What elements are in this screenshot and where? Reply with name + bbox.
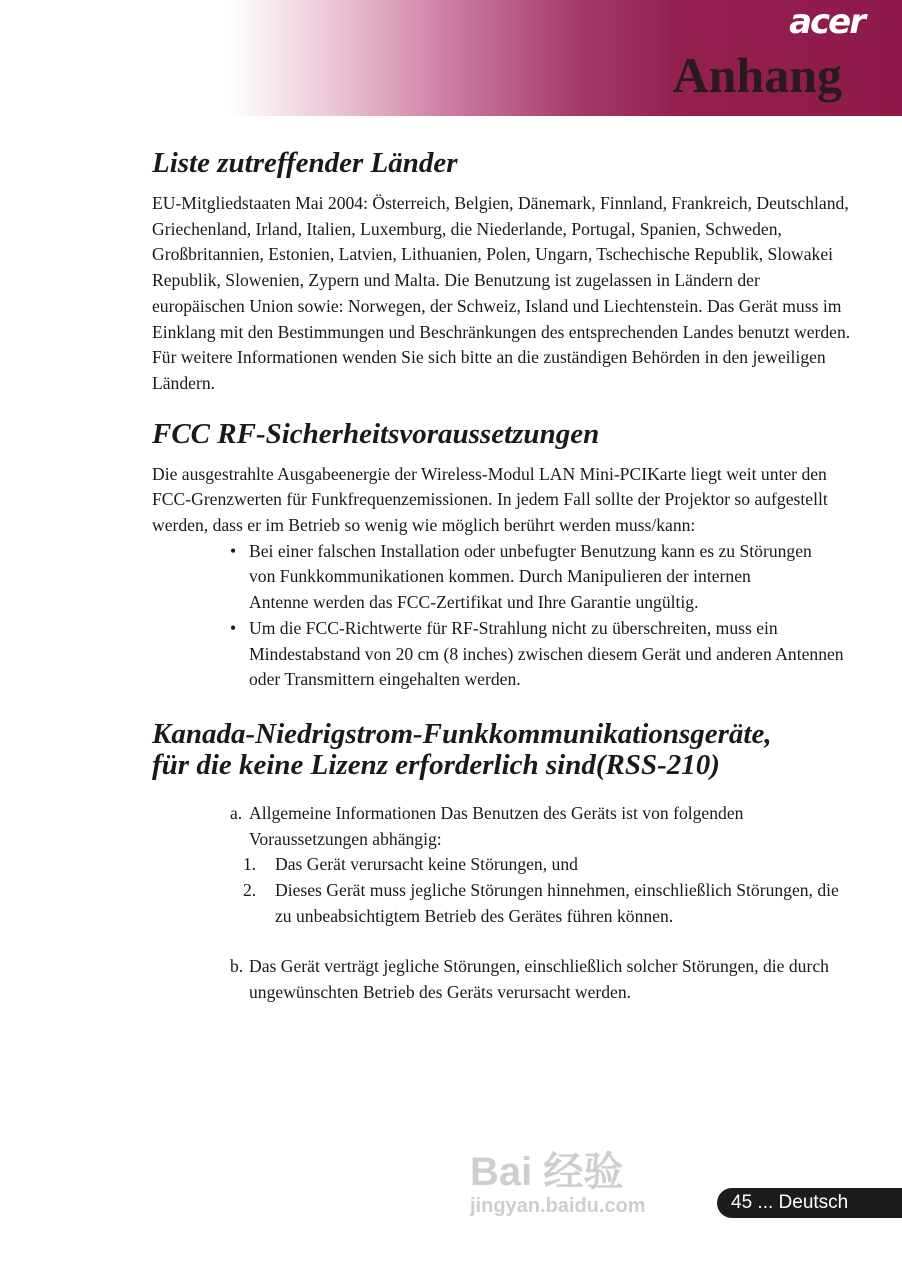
list-item-a: Allgemeine Informationen Das Benutzen des Geräts ist von folgenden Voraussetzungen abhängig:	[249, 802, 744, 849]
list-row-2	[152, 878, 842, 929]
bullet-item: Bei einer falschen Installation oder unbefugter Benutzung kann es zu Störungen von Funkkommunikationen kommen. Durch Manipulieren der internen Antenne werden das FCC-Zertifikat und Ihre Garantie ungültig.	[249, 540, 812, 613]
paragraph-countries: EU-Mitgliedstaaten Mai 2004: Österreich, Belgien, Dänemark, Finnland, Frankreich, Deutschland, Griechenland, Irland, Italien, Luxemburg, die Niederlande, Portugal, Spanien, Schweden, Großbritannien, Estonien, Latvien, Lithuanien, Polen, Ungarn, Tschechische Republik, Slowakei Republik, Slowenien, Zypern und Malta. Die Benutzung ist zugelassen in Ländern der europäischen Union sowie: Norwegen, der Schweiz, Island und Liechtenstein. Das Gerät muss im Einklang mit den Bestimmungen und Beschränkungen des entsprechenden Landes benutzt werden. Für weitere Informationen wenden Sie sich bitte an die zuständigen Behörden in den jeweiligen Ländern.	[152, 193, 851, 393]
list-row-a	[152, 801, 772, 852]
bullet-icon: •	[230, 540, 237, 561]
bullet-icon: •	[230, 617, 237, 638]
list-item-1: Das Gerät verursacht keine Störungen, und	[275, 854, 578, 875]
bullet-row	[152, 616, 852, 693]
bullet-item: Um die FCC-Richtwerte für RF-Strahlung nicht zu überschreiten, muss ein Mindestabstand von 20 cm (8 inches) zwischen diesem Gerät und anderen Antennen oder Transmittern eingehalten werden.	[249, 617, 844, 690]
heading-canada-1: Kanada-Niedrigstrom-Funkkommunikationsgeräte,	[152, 717, 772, 750]
list-row-b	[152, 954, 842, 1005]
list-item-b: Das Gerät verträgt jegliche Störungen, einschließlich solcher Störungen, die durch ungewünschten Betrieb des Geräts verursacht werden.	[249, 956, 829, 1003]
list-row-1	[152, 852, 842, 878]
list-item-2: Dieses Gerät muss jegliche Störungen hinnehmen, einschließlich Störungen, die zu unbeabsichtigtem Betrieb des Gerätes führen können.	[275, 880, 839, 926]
paragraph-fcc: Die ausgestrahlte Ausgabeenergie der Wireless-Modul LAN Mini-PCIKarte liegt weit unter den FCC-Grenzwerten für Funkfrequenzemissionen. In jedem Fall sollte der Projektor so aufgestellt werden, dass er im Betrieb so wenig wie möglich berührt werden muss/kann:	[152, 463, 828, 536]
list-marker: b.	[230, 956, 244, 977]
list-marker: a.	[230, 802, 243, 823]
watermark-logo-text: Bai 经验	[470, 1150, 624, 1194]
page-footer: 45 ... Deutsch	[717, 1188, 902, 1218]
heading-canada-2: für die keine Lizenz erforderlich sind(RSS-210)	[152, 748, 720, 781]
baidu-watermark	[470, 1150, 700, 1218]
heading-countries: Liste zutreffender Länder	[152, 147, 458, 179]
heading-fcc: FCC RF-Sicherheitsvoraussetzungen	[152, 417, 600, 450]
list-marker: 1.	[243, 854, 257, 875]
page-title: Anhang	[672, 47, 842, 103]
watermark-url: jingyan.baidu.com	[470, 1195, 646, 1217]
bullet-row	[152, 539, 812, 616]
header-banner	[0, 0, 902, 116]
acer-logo: acer	[789, 2, 864, 42]
list-marker: 2.	[243, 880, 257, 901]
page-content	[152, 148, 857, 1006]
